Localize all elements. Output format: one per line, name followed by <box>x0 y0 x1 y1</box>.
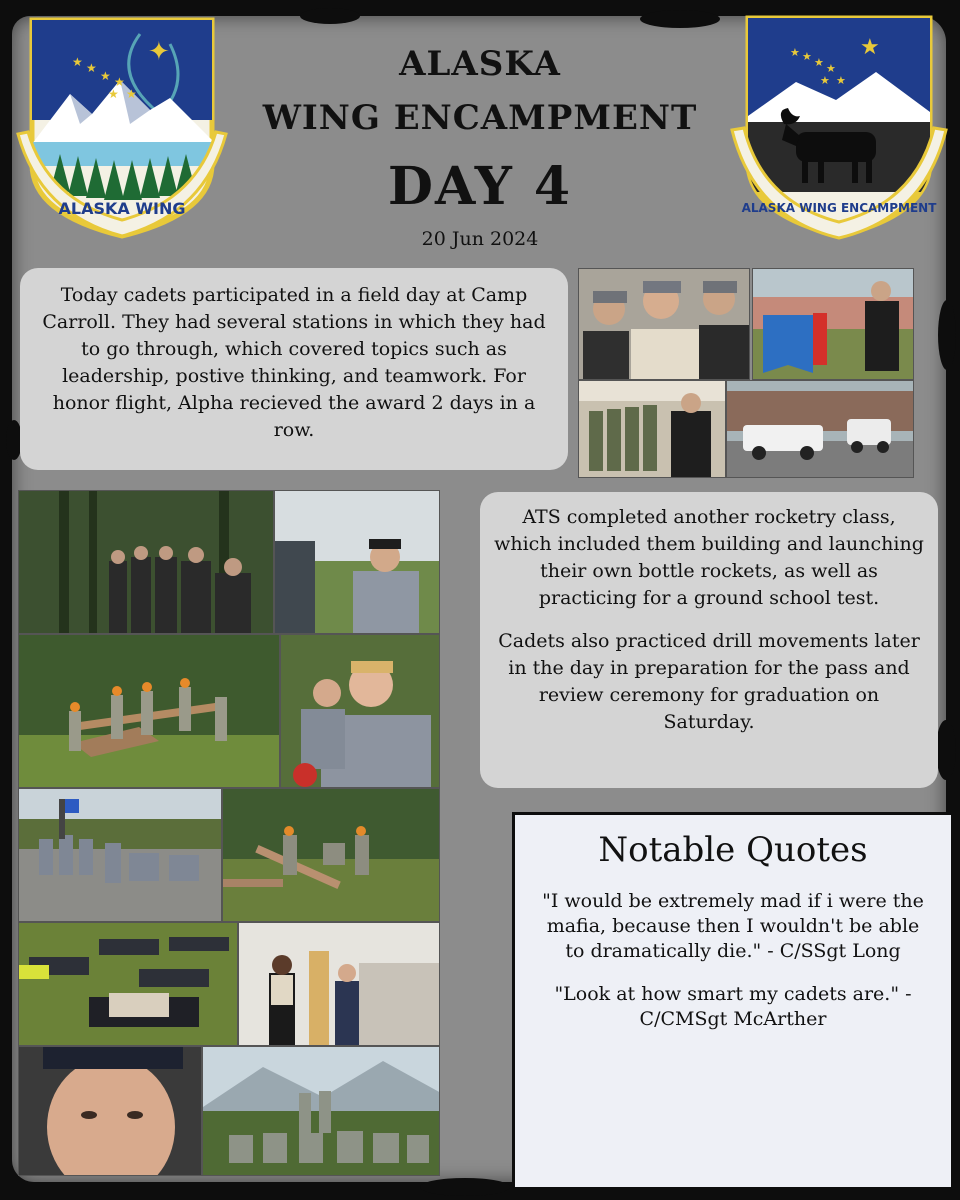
svg-text:★: ★ <box>126 87 137 101</box>
quote-item: "Look at how smart my cadets are." - C/CMSgt McArther <box>554 983 912 1030</box>
photo-cadets-hallway <box>578 380 726 478</box>
svg-text:★: ★ <box>836 74 846 87</box>
photo-cadet-portrait <box>18 1046 202 1176</box>
svg-text:★: ★ <box>108 87 119 101</box>
photo-team-building-station <box>18 634 280 788</box>
grunge-speck <box>936 720 956 780</box>
svg-text:★: ★ <box>114 75 125 89</box>
photo-cadets-pushups <box>18 922 238 1046</box>
svg-text:★: ★ <box>814 56 824 69</box>
quote-item: "I would be extremely mad if i were the mafia, because then I wouldn't be able to dramatically die." - C/SSgt Long <box>542 890 924 962</box>
svg-text:★: ★ <box>826 62 836 75</box>
svg-text:★: ★ <box>72 55 83 69</box>
title-day-number: DAY 4 <box>387 156 573 217</box>
photo-cadets-closeup <box>280 634 440 788</box>
svg-text:✦: ✦ <box>148 37 170 67</box>
quotes-title: Notable Quotes <box>598 830 868 870</box>
photo-bridge-challenge <box>222 788 440 922</box>
photo-cadet-seated <box>274 490 440 634</box>
photo-cadets-group-sitting <box>18 788 222 922</box>
photo-cadets-mountains <box>202 1046 440 1176</box>
grunge-speck <box>938 300 956 370</box>
photo-cadets-corridor <box>238 922 440 1046</box>
ats-rocketry-text: ATS completed another rocketry class, which included them building and launching their own bottle rockets, as well as practicing for a ground school test. <box>494 506 924 609</box>
grunge-speck <box>420 1178 510 1196</box>
svg-text:★: ★ <box>790 46 800 59</box>
photo-trucks-parking <box>726 380 914 478</box>
svg-text:★: ★ <box>860 35 880 60</box>
grunge-speck <box>300 8 360 24</box>
notable-quotes-panel <box>512 812 954 1190</box>
title-wing-encampment: WING ENCAMPMENT <box>262 98 698 138</box>
date-label: 20 Jun 2024 <box>421 228 539 250</box>
field-day-summary: Today cadets participated in a field day at Camp Carroll. They had several stations in which they had to go through, which covered topics such as leadership, postive thinking, and teamwork. For honor flight, Alpha recieved the award 2 days in a row. <box>20 268 568 470</box>
badge-right-text: ALASKA WING ENCAMPMENT <box>741 201 937 215</box>
svg-text:★: ★ <box>100 69 111 83</box>
grunge-speck <box>640 10 720 28</box>
alaska-wing-emblem <box>10 14 234 240</box>
photo-cadets-trail <box>18 490 274 634</box>
title-alaska: ALASKA <box>399 44 561 84</box>
drill-practice-text: Cadets also practiced drill movements later in the day in preparation for the pass and review ceremony for graduation on Saturday. <box>498 630 920 733</box>
svg-text:★: ★ <box>86 61 97 75</box>
photo-guidon-salute <box>752 268 914 380</box>
svg-text:★: ★ <box>820 74 830 87</box>
photo-cadets-formation <box>578 268 750 380</box>
badge-left-text: ALASKA WING <box>58 199 186 218</box>
alaska-wing-encampment-emblem <box>726 12 952 240</box>
ats-and-drill-summary <box>480 492 938 788</box>
svg-text:★: ★ <box>802 50 812 63</box>
